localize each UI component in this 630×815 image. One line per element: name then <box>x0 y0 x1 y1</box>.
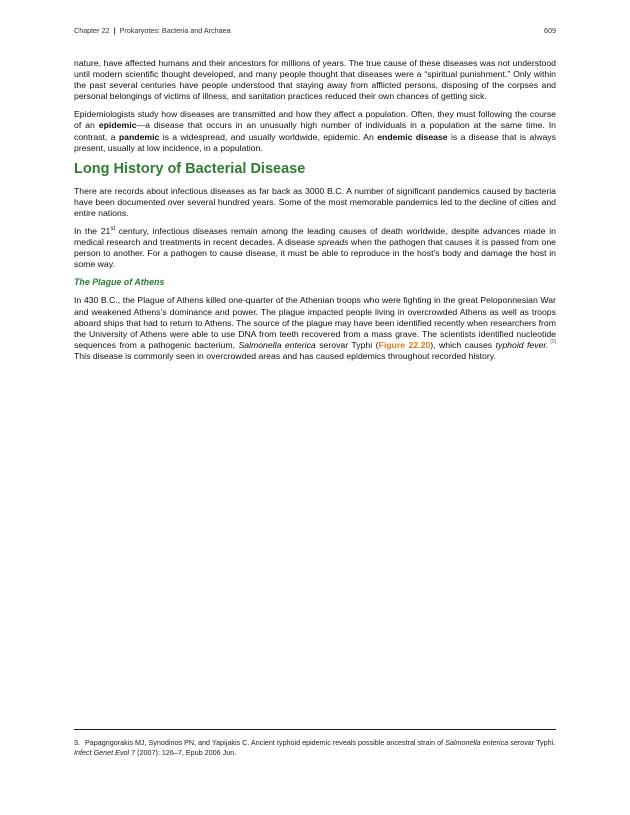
text-span: Epidemiologists study how diseases are transmitted and how they affect a population. Often, they must following the course of an <box>74 109 556 131</box>
paragraph-intro: nature, have affected humans and their ancestors for millions of years. The true cause of these diseases was not understood until modern scientific thought developed, and many people thought that diseases were a “spiritual punishment.” Only within the past several centuries have people understood that staying away from afflicted persons, disposing of the corpses and personal belongings of victims of illness, and sanitation practices reduced their own chances of getting sick. <box>74 58 556 102</box>
text-span: century, infectious diseases remain among the leading causes of death worldwide, despite advances made in medical research and treatments in recent decades. A disease <box>74 226 556 248</box>
text-span: This disease is commonly seen in overcrowded areas and has caused epidemics throughout recorded history. <box>74 350 496 361</box>
footnote <box>74 738 556 758</box>
text-span: is a disease that is always present, usually at low incidence, in a population. <box>74 131 556 153</box>
paragraph-21st-century <box>74 226 556 270</box>
footnote-divider <box>74 729 556 730</box>
section-heading: Long History of Bacterial Disease <box>74 160 306 177</box>
emphasis-typhoid: typhoid fever. <box>495 339 549 350</box>
emphasis-spreads: spreads <box>317 237 349 248</box>
page <box>74 0 556 815</box>
chapter-title: Prokaryotes: Bacteria and Archaea <box>119 26 231 35</box>
chapter-heading <box>74 26 231 35</box>
footnote-number: 3. <box>74 738 80 747</box>
term-epidemic: epidemic <box>98 120 137 131</box>
text-span: 7 (2007): 126–7, Epub 2006 Jun. <box>129 747 237 757</box>
text-span: In 430 B.C., the Plague of Athens killed one-quarter of the Athenian troops who were fighting in the great Peloponnesian War and weakened Athens’s dominance and power. The plague impacted people living in overcrowded Athens as well as troops aboard ships that had to return to Athens. The source of the plague may have been identified recently when researchers from the University of Athens were able to use DNA from teeth recovered from a mass grave. The scientists identified nucleotide sequences from a pathogenic bacterium, <box>74 295 556 350</box>
page-number: 609 <box>544 26 556 35</box>
ordinal-superscript: st <box>110 226 116 233</box>
chapter-label: Chapter 22 <box>74 26 110 35</box>
text-span: ), which causes <box>430 339 496 350</box>
text-span: when the pathogen that causes it is passed from one person to another. For a pathogen to cause disease, it must be able to reproduce in the host’s body and damage the host in some way. <box>74 237 556 270</box>
text-span: In the 21 <box>74 226 111 237</box>
text-span: —a disease that occurs in an unusually high number of individuals in a population at the same time. In contrast, a <box>74 120 556 142</box>
text-span: is a widespread, and usually worldwide, epidemic. An <box>159 131 378 142</box>
paragraph-records: There are records about infectious diseases as far back as 3000 B.C. A number of significant pandemics caused by bacteria have been documented over several hundred years. Some of the most memorable pandemics led to the decline of cities and entire nations. <box>74 185 556 218</box>
footnote-species: Salmonella enterica <box>445 738 509 747</box>
paragraph-epidemiology <box>74 109 556 153</box>
footnote-reference[interactable]: [3] <box>550 338 556 345</box>
text-span: serovar Typhi ( <box>315 339 379 350</box>
term-endemic-disease: endemic disease <box>377 131 448 142</box>
footnote-journal: Infect Genet Evol <box>74 747 130 757</box>
subsection-heading: The Plague of Athens <box>74 277 165 288</box>
text-span: serovar Typhi. <box>508 738 556 747</box>
figure-link[interactable]: Figure 22.20 <box>378 339 431 350</box>
header-separator: | <box>113 26 116 35</box>
paragraph-plague <box>74 295 556 362</box>
species-name: Salmonella enterica <box>238 339 316 350</box>
main-content <box>74 58 556 369</box>
text-span: Papagrigorakis MJ, Synodinos PN, and Yapijakis C. Ancient typhoid epidemic reveals possible ancestral strain of <box>85 738 446 747</box>
term-pandemic: pandemic <box>118 131 160 142</box>
running-header <box>74 26 556 35</box>
